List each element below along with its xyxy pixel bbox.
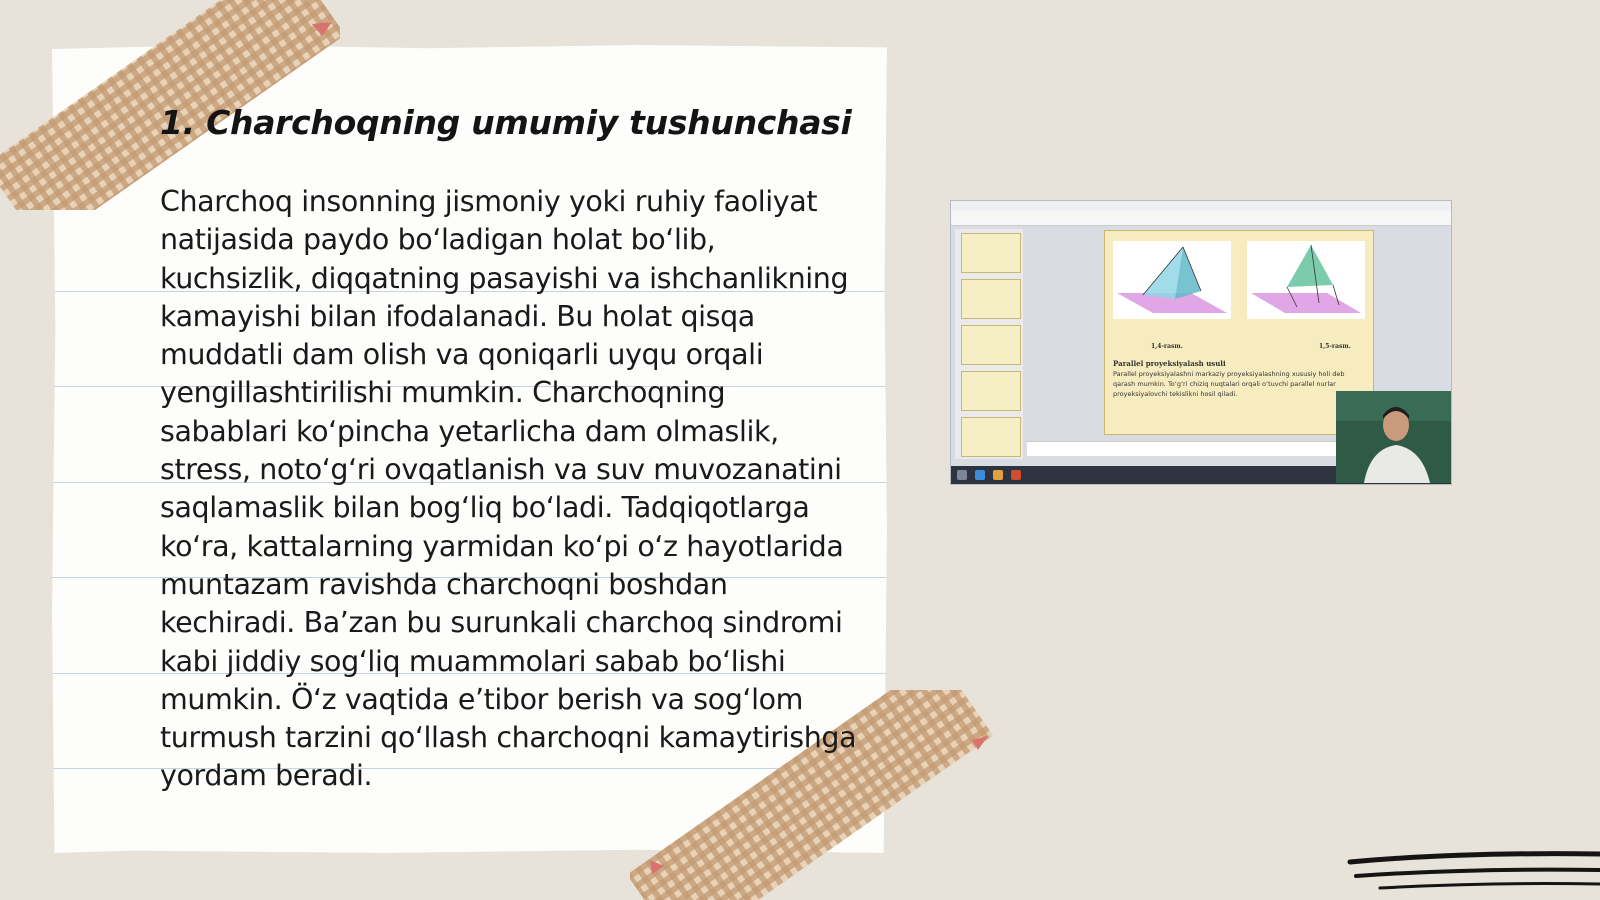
slide-thumbnail bbox=[961, 233, 1021, 273]
slide-thumbnail-panel bbox=[955, 229, 1023, 459]
slide-thumbnail bbox=[961, 279, 1021, 319]
notes-pane bbox=[1027, 441, 1351, 456]
slide-heading: Parallel proyeksiyalash usuli bbox=[1113, 359, 1226, 368]
slide-body-text bbox=[1113, 359, 1365, 399]
folder-icon bbox=[993, 470, 1003, 480]
figure-caption: 1,5-rasm. bbox=[1319, 343, 1351, 350]
slide-paragraph: Parallel proyeksiyalashni markaziy proyeksiyalashning xususiy holi deb qarash mumkin. Toʻgʻri chiziq nuqtalari orqali oʻtuvchi parallel nurlar proyeksiyalovchi tekislikni hosil qiladi. bbox=[1113, 370, 1345, 398]
slide-thumbnail bbox=[961, 325, 1021, 365]
projection-figure-right bbox=[1247, 241, 1365, 319]
embedded-lecture-screenshot bbox=[950, 200, 1452, 485]
ribbon-toolbar bbox=[951, 211, 1451, 226]
figure-caption: 1,4-rasm. bbox=[1151, 343, 1183, 350]
browser-icon bbox=[975, 470, 985, 480]
slide-thumbnail bbox=[961, 417, 1021, 457]
slide-thumbnail bbox=[961, 371, 1021, 411]
decorative-brush-strokes bbox=[1340, 840, 1600, 900]
page-title: 1. Charchoqning umumiy tushunchasi bbox=[160, 103, 852, 142]
slide-preview bbox=[1104, 230, 1374, 435]
projection-figure-left bbox=[1113, 241, 1231, 319]
powerpoint-icon bbox=[1011, 470, 1021, 480]
start-icon bbox=[957, 470, 967, 480]
body-paragraph: Charchoq insonning jismoniy yoki ruhiy faoliyat natijasida paydo boʻladigan holat boʻlib, kuchsizlik, diqqatning pasayishi va ishchanlikning kamayishi bilan ifodalanadi. Bu holat qisqa muddatli dam olish va qoniqarli uyqu orqali yengillashtirilishi mumkin. Charchoqning sabablari koʻpincha yetarlicha dam olmaslik, stress, notoʻgʻri ovqatlanish va suv muvozanatini saqlamaslik bilan bogʻliq boʻladi. Tadqiqotlarga koʻra, kattalarning yarmidan koʻpi oʻz hayotlarida muntazam ravishda charchoqni boshdan kechiradi. Baʼzan bu surunkali charchoq sindromi kabi jiddiy sogʻliq muammolari sabab boʻlishi mumkin. Öʻz vaqtida eʼtibor berish va sogʻlom turmush tarzini qoʻllash charchoqni kamaytirishga yordam beradi. bbox=[160, 185, 857, 793]
webcam-overlay bbox=[1336, 391, 1451, 483]
